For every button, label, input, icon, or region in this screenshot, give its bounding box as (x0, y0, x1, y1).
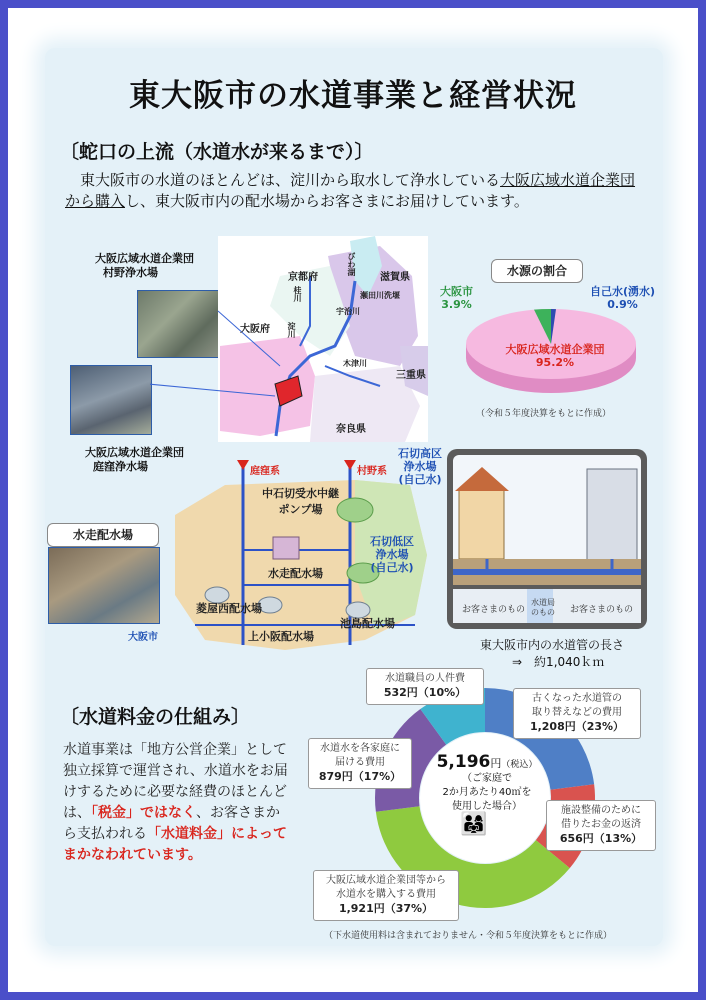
pipe-length-value: ⇒ 約1,040ｋｍ (512, 655, 605, 669)
fee-purchase-label1: 大阪広域水道企業団等から (326, 875, 446, 886)
pipe-legend-mid-1: 水道局 (531, 598, 555, 607)
suiso-building (273, 537, 299, 559)
ishikiri-low-line1: 石切低区 (370, 535, 414, 548)
fee-purchase-label2: 水道水を購入する費用 (336, 889, 436, 900)
self-water-share-name: 自己水(湧水) (590, 285, 656, 298)
fee-pipes-value: 1,208円（23%） (529, 720, 625, 733)
fee-loans-label2: 借りたお金の返済 (561, 819, 641, 830)
fee-center-sub3: 使用した場合） (452, 801, 522, 812)
biwako-label: びわ湖 (347, 252, 356, 276)
ishikiri-high-line3: (自己水) (398, 473, 442, 486)
mie-label: 三重県 (396, 370, 426, 381)
osaka-label: 大阪府 (240, 324, 270, 335)
ishikiri-low-line2: 浄水場 (375, 548, 409, 561)
murano-line-label: 村野系 (357, 466, 387, 477)
fee-body-part1: 水道事業は「地方公営企業」として独立採算で運営され、水道水をお届けするために必要な経費のほとんどは、 (63, 742, 288, 821)
fee-delivery-label1: 水道水を各家庭に (320, 743, 400, 754)
suiso-photo (48, 547, 160, 624)
ujigawa-label: 宇治川 (336, 307, 360, 316)
shiga-label: 滋賀県 (380, 272, 410, 283)
niwakubo-plant-photo (70, 365, 152, 435)
nakaishikiri-label (262, 485, 339, 517)
niwakubo-name-text: 庭窪浄水場 (93, 460, 148, 473)
fee-staff-value: 532円（10%） (383, 686, 467, 699)
fee-callout-pipes (513, 688, 641, 739)
kyoto-label: 京都府 (288, 272, 318, 283)
pipe-legend-right: お客さまのもの (570, 605, 634, 615)
kizu-label: 木津川 (343, 359, 367, 368)
kouiki-share-name: 大阪広域水道企業団 (505, 343, 605, 356)
page-title: 東大阪市の水道事業と経営状況 (129, 78, 577, 114)
osaka-area (220, 336, 315, 436)
ishikiri-high-label (398, 447, 442, 486)
suiso-tag: 水走配水場 (47, 523, 159, 547)
nakaishikiri-line2: ポンプ場 (278, 503, 323, 516)
fee-staff-label1: 水道職員の人件費 (385, 673, 465, 684)
osaka-city-map-label: 大阪市 (128, 632, 158, 643)
fee-loans-value: 656円（13%） (559, 832, 643, 845)
intro-paragraph (65, 170, 645, 212)
fee-chart-note: （下水道使用料は含まれておりません・令和５年度決算をもとに作成） (324, 931, 613, 941)
section-upstream-heading: 〔蛇口の上流（水道水が来るまで）〕 (60, 141, 374, 163)
fee-callout-delivery (308, 738, 412, 789)
pipe-length-label: 東大阪市内の水道管の長さ (480, 638, 625, 652)
fee-body-red1: 「税金」ではなく (91, 805, 196, 821)
fee-callout-loans (546, 800, 656, 851)
pipe-legend-mid-2: のもの (531, 608, 555, 617)
intro-text-post: し、東大阪市内の配水場からお客さまにお届けしています。 (125, 192, 529, 210)
murano-arrow (344, 460, 356, 470)
fee-center-sub2: 2か月あたり40㎥を (442, 787, 532, 798)
regional-map (150, 236, 430, 442)
kamikosaka-label: 上小阪配水場 (248, 630, 314, 643)
fee-center-text (432, 752, 542, 814)
ishikiri-high-line2: 浄水場 (403, 460, 437, 473)
fee-pipes-label1: 古くなった水道管の (532, 693, 622, 704)
fee-body-part2: 、お客さまから支払われる (63, 805, 280, 842)
fee-total-tax: （税込） (501, 760, 538, 770)
pipe-legend-left: お客さまのもの (462, 605, 526, 615)
ishikiri-low-line3: (自己水) (370, 561, 414, 574)
source-chart-note: （令和５年度決算をもとに作成） (476, 409, 612, 419)
katsura-label: 桂川 (293, 286, 302, 302)
yodo-label: 淀川 (287, 322, 296, 338)
fee-total-amount: 5,196 (436, 752, 491, 772)
fee-delivery-label2: 届ける費用 (335, 757, 385, 768)
niwakubo-org-text: 大阪広域水道企業団 (85, 446, 184, 459)
murano-name-text: 村野浄水場 (103, 266, 158, 279)
fee-delivery-value: 879円（17%） (318, 770, 402, 783)
ikeshima-label: 池島配水場 (340, 617, 395, 630)
murano-org-text: 大阪広域水道企業団 (95, 252, 194, 265)
setagawa-label: 瀬田川洗堰 (360, 291, 400, 300)
fee-loans-label1: 施設整備のために (561, 805, 641, 816)
right-building (587, 469, 637, 564)
fee-purchase-value: 1,921円（37%） (338, 902, 434, 915)
fee-callout-purchase (313, 870, 459, 921)
nakaishikiri-line1: 中石切受水中継 (262, 487, 339, 500)
osaka-city-share-name: 大阪市 (440, 285, 473, 298)
family-icon: 👨‍👩‍👧 (460, 812, 488, 837)
left-house (459, 489, 504, 559)
niwakubo-arrow (237, 460, 249, 470)
ishikiri-high-tank (337, 498, 373, 522)
osaka-city-share-value: 3.9% (441, 298, 472, 311)
hishiya-label: 菱屋西配水場 (196, 602, 262, 615)
fee-center-sub1: （ご家庭で (462, 773, 512, 784)
kouiki-share-value: 95.2% (535, 356, 575, 369)
nara-label: 奈良県 (336, 424, 366, 435)
section-fee-heading: 〔水道料金の仕組み〕 (60, 706, 251, 728)
fee-body-text (63, 740, 293, 866)
intro-text-pre: 東大阪市の水道のほとんどは、淀川から取水して浄水している (65, 171, 501, 189)
source-chart-title: 水源の割合 (491, 259, 583, 283)
fee-pipes-label2: 取り替えなどの費用 (532, 707, 622, 718)
pipe-legend-mid (531, 598, 555, 618)
kouiki-share (490, 343, 620, 369)
ishikiri-high-line1: 石切高区 (398, 447, 442, 460)
intro-link-text: 大阪広域水道企業団から購入 (65, 171, 636, 210)
suiso-map-label: 水走配水場 (268, 567, 323, 580)
fee-callout-staff (366, 668, 484, 705)
fee-total-unit: 円 (490, 757, 502, 770)
self-water-share-value: 0.9% (607, 298, 638, 311)
niwakubo-line-label: 庭窪系 (250, 466, 280, 477)
fee-body-red2: 「水道料金」によってまかなわれています。 (63, 826, 287, 863)
ishikiri-low-label (370, 535, 414, 574)
